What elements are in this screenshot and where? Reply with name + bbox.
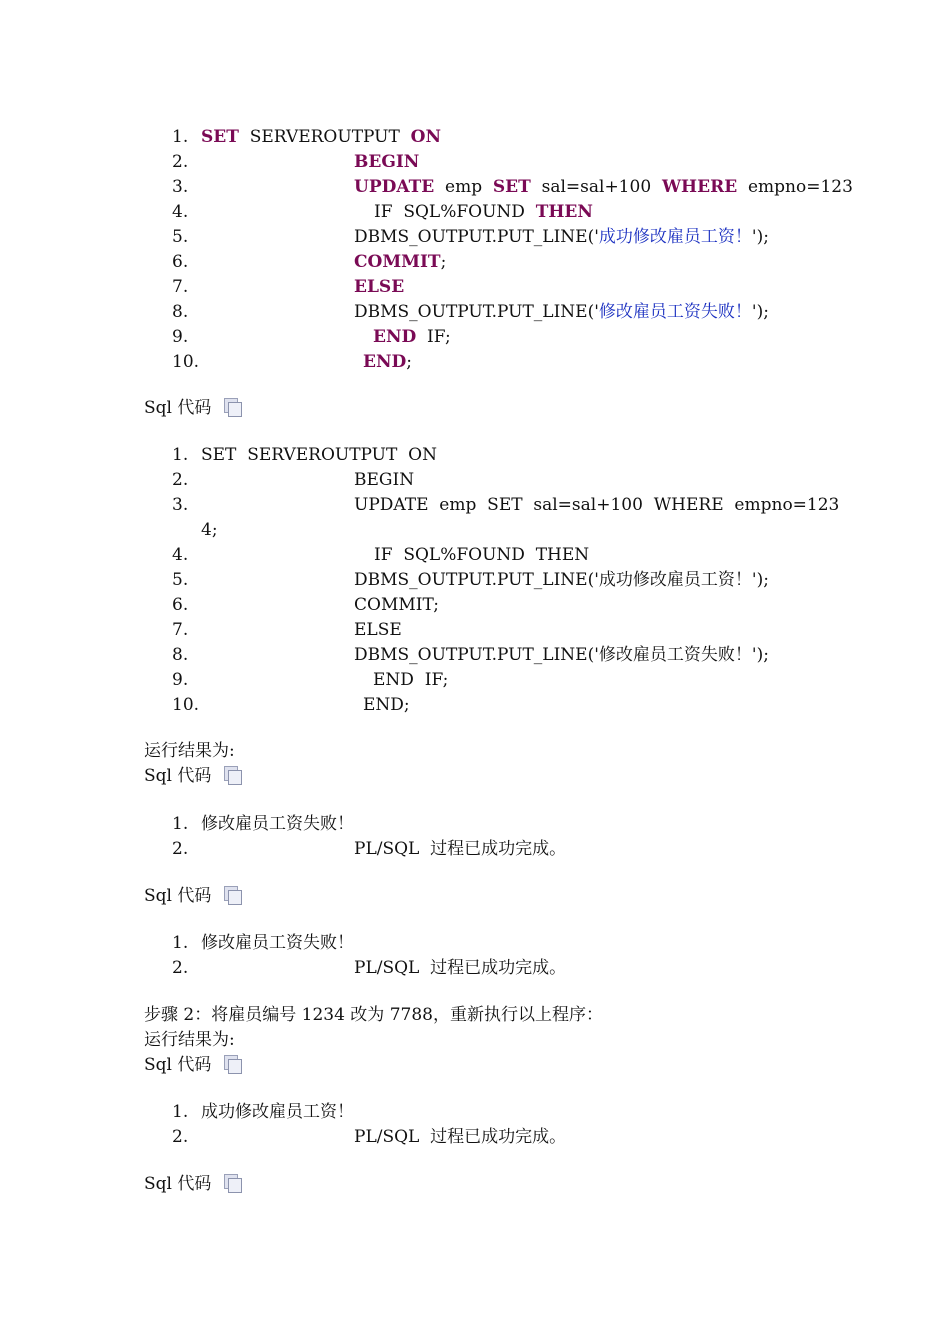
code-text: sal=sal+100 bbox=[530, 177, 662, 197]
sql-code-label: Sql 代码 bbox=[144, 1055, 212, 1075]
code-text: emp bbox=[434, 177, 493, 197]
step2-text: 步骤 2：将雇员编号 1234 改为 7788，重新执行以上程序： bbox=[144, 1005, 603, 1025]
line-number: 7. bbox=[172, 620, 189, 640]
output-line: 修改雇员工资失败！ bbox=[201, 814, 354, 834]
line-number: 6. bbox=[172, 252, 189, 272]
line-number: 1. bbox=[172, 814, 189, 834]
line-number: 5. bbox=[172, 227, 189, 247]
output-line: 修改雇员工资失败！ bbox=[201, 933, 354, 953]
copy-icon[interactable] bbox=[224, 398, 241, 415]
output-line: PL/SQL 过程已成功完成。 bbox=[354, 958, 567, 978]
keyword: THEN bbox=[535, 202, 593, 222]
code-line: UPDATE emp SET sal=sal+100 WHERE empno=123 bbox=[354, 495, 840, 515]
code-line: IF SQL%FOUND THEN bbox=[374, 545, 590, 565]
line-number: 8. bbox=[172, 302, 189, 322]
sql-code-label: Sql 代码 bbox=[144, 1174, 212, 1194]
code-line bbox=[354, 175, 853, 200]
code-text: '); bbox=[751, 227, 769, 247]
line-number: 2. bbox=[172, 470, 189, 490]
keyword: SET bbox=[201, 127, 239, 147]
keyword: SET bbox=[492, 177, 531, 197]
copy-icon[interactable] bbox=[224, 766, 241, 783]
line-number: 1. bbox=[172, 445, 189, 465]
output-line: PL/SQL 过程已成功完成。 bbox=[354, 839, 567, 859]
line-number: 2. bbox=[172, 1127, 189, 1147]
code-line: DBMS_OUTPUT.PUT_LINE('修改雇员工资失败！'); bbox=[354, 645, 769, 665]
code-line: END; bbox=[363, 695, 410, 715]
line-number: 1. bbox=[172, 933, 189, 953]
copy-icon[interactable] bbox=[224, 1174, 241, 1191]
line-number: 2. bbox=[172, 839, 189, 859]
line-number: 3. bbox=[172, 495, 189, 515]
code-line bbox=[354, 300, 769, 325]
line-number: 1. bbox=[172, 1102, 189, 1122]
sql-code-label: Sql 代码 bbox=[144, 398, 212, 418]
line-number: 2. bbox=[172, 152, 189, 172]
output-line: PL/SQL 过程已成功完成。 bbox=[354, 1127, 567, 1147]
code-line: BEGIN bbox=[354, 470, 415, 490]
line-number: 5. bbox=[172, 570, 189, 590]
line-number: 1. bbox=[172, 127, 189, 147]
keyword: END bbox=[363, 352, 407, 372]
output-line: 成功修改雇员工资！ bbox=[201, 1102, 354, 1122]
line-number: 3. bbox=[172, 177, 189, 197]
code-line: ELSE bbox=[354, 620, 402, 640]
sql-code-label: Sql 代码 bbox=[144, 886, 212, 906]
line-number: 10. bbox=[172, 352, 200, 372]
keyword: BEGIN bbox=[354, 152, 420, 172]
keyword: ON bbox=[410, 127, 442, 147]
code-text: ; bbox=[406, 352, 412, 372]
keyword: UPDATE bbox=[354, 177, 435, 197]
copy-icon[interactable] bbox=[224, 886, 241, 903]
string-literal: 修改雇员工资失败！ bbox=[598, 302, 752, 322]
code-text: IF SQL%FOUND bbox=[374, 202, 536, 222]
code-line: COMMIT; bbox=[354, 595, 439, 615]
code-line: SET SERVEROUTPUT ON bbox=[201, 445, 437, 465]
code-text: '); bbox=[751, 302, 769, 322]
code-text: ; bbox=[440, 252, 447, 272]
line-number: 4. bbox=[172, 202, 189, 222]
sql-code-label: Sql 代码 bbox=[144, 766, 212, 786]
code-line bbox=[354, 250, 446, 275]
code-line bbox=[373, 325, 451, 350]
keyword: END bbox=[373, 327, 417, 347]
code-line: DBMS_OUTPUT.PUT_LINE('成功修改雇员工资！'); bbox=[354, 570, 769, 590]
copy-icon[interactable] bbox=[224, 1055, 241, 1072]
keyword: COMMIT bbox=[354, 252, 441, 272]
code-text: IF; bbox=[416, 327, 451, 347]
code-line bbox=[374, 200, 593, 225]
code-line bbox=[201, 125, 441, 150]
code-text: SERVEROUTPUT bbox=[238, 127, 411, 147]
result-label: 运行结果为: bbox=[144, 741, 235, 761]
keyword: ELSE bbox=[354, 277, 405, 297]
keyword: WHERE bbox=[661, 177, 738, 197]
line-number: 9. bbox=[172, 327, 189, 347]
line-number: 9. bbox=[172, 670, 189, 690]
code-text: DBMS_OUTPUT.PUT_LINE(' bbox=[354, 227, 599, 247]
code-line bbox=[354, 275, 404, 300]
line-number: 6. bbox=[172, 595, 189, 615]
code-line: END IF; bbox=[373, 670, 449, 690]
string-literal: 成功修改雇员工资！ bbox=[598, 227, 752, 247]
line-number: 10. bbox=[172, 695, 200, 715]
line-number: 4. bbox=[172, 545, 189, 565]
code-line bbox=[354, 150, 419, 175]
line-number: 7. bbox=[172, 277, 189, 297]
code-line bbox=[363, 350, 412, 375]
code-text: DBMS_OUTPUT.PUT_LINE(' bbox=[354, 302, 599, 322]
line-number: 2. bbox=[172, 958, 189, 978]
code-text: empno=123 bbox=[737, 177, 853, 197]
result-label: 运行结果为: bbox=[144, 1030, 235, 1050]
code-line: 4; bbox=[201, 520, 218, 540]
code-line bbox=[354, 225, 769, 250]
line-number: 8. bbox=[172, 645, 189, 665]
